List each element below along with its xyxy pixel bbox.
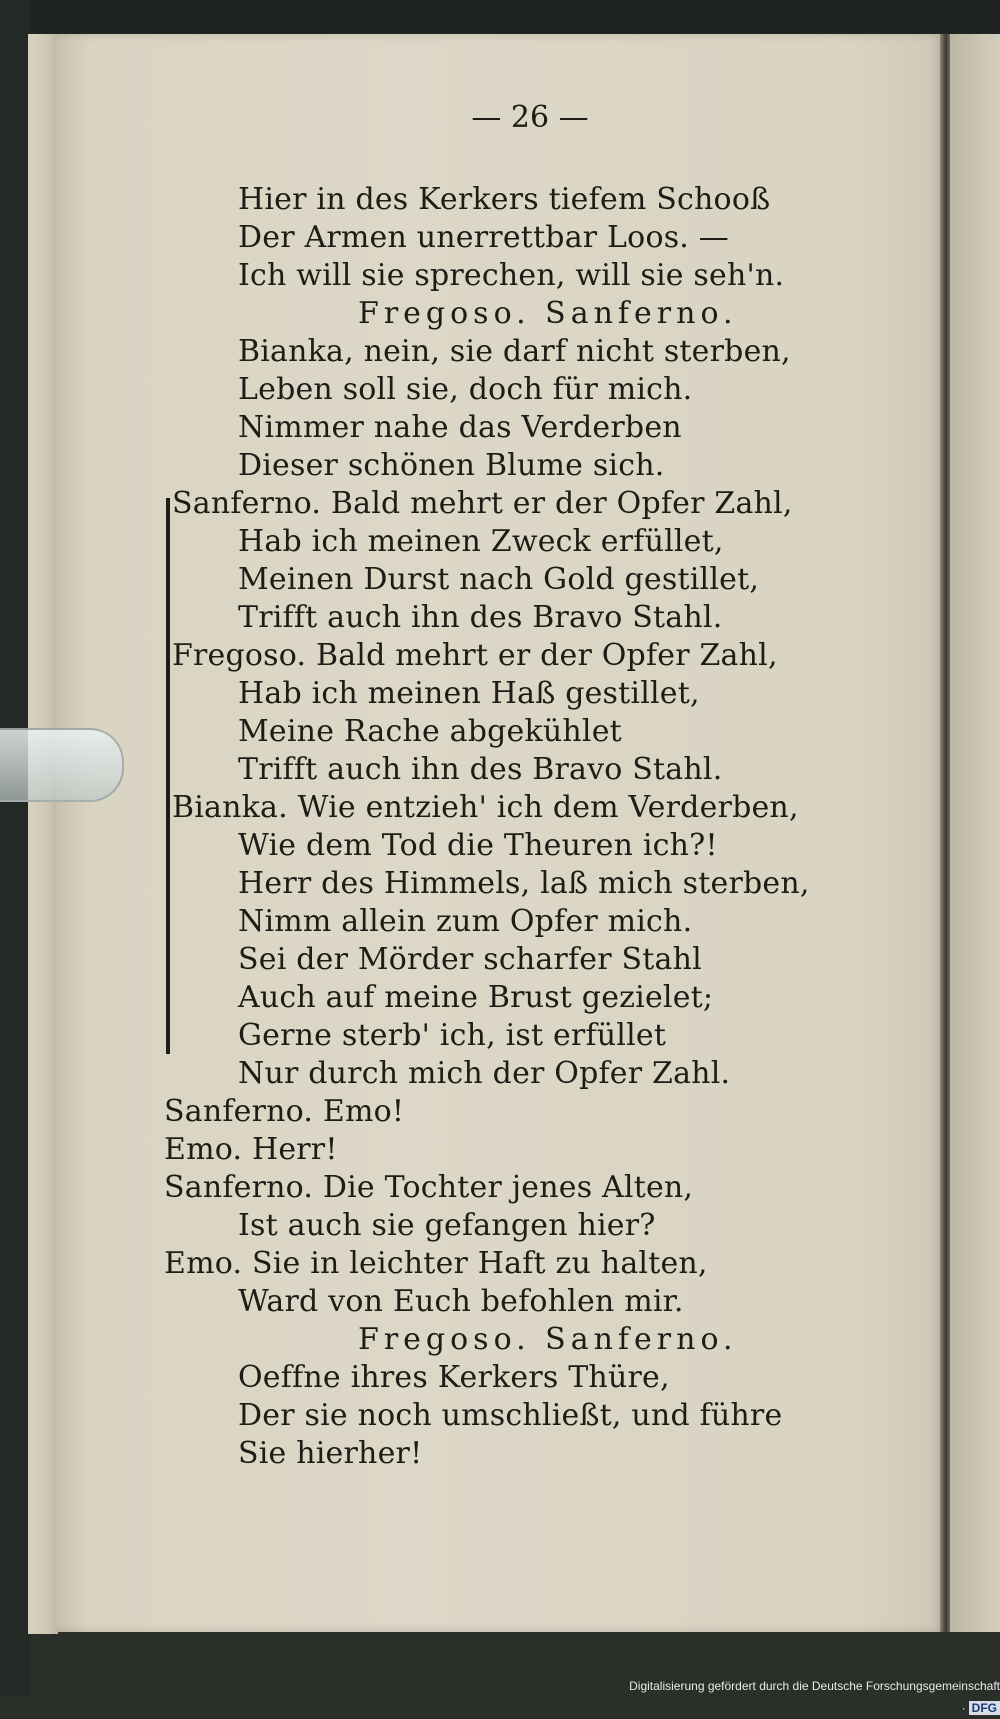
speaker-direction: Fregoso. Sanferno. <box>358 296 738 331</box>
speaker-line: Sanferno. Bald mehrt er der Opfer Zahl, <box>172 486 793 521</box>
verse-line: Trifft auch ihn des Bravo Stahl. <box>238 752 723 787</box>
speaker-line: Sanferno. Emo! <box>164 1094 405 1129</box>
verse-line: Sei der Mörder scharfer Stahl <box>238 942 702 977</box>
credit-text: Digitalisierung gefördert durch die Deutsche Forschungsgemeinschaft · <box>629 1679 1000 1715</box>
verse-line: Herr des Himmels, laß mich sterben, <box>238 866 810 901</box>
verse-line: Meine Rache abgekühlet <box>238 714 622 749</box>
book-cover-edge <box>28 34 58 1634</box>
verse-line: Wie dem Tod die Theuren ich?! <box>238 828 718 863</box>
page-clip <box>0 728 124 802</box>
speaker-line: Fregoso. Bald mehrt er der Opfer Zahl, <box>172 638 778 673</box>
verse-line: Ist auch sie gefangen hier? <box>238 1208 656 1243</box>
verse-line: Hab ich meinen Haß gestillet, <box>238 676 700 711</box>
speaker-line: Bianka. Wie entzieh' ich dem Verderben, <box>172 790 799 825</box>
verse-line: Der Armen unerrettbar Loos. — <box>238 220 729 255</box>
scan-background-top <box>0 0 1000 36</box>
speaker-line: Emo. Herr! <box>164 1132 338 1167</box>
verse-line: Meinen Durst nach Gold gestillet, <box>238 562 760 597</box>
verse-line: Ward von Euch befohlen mir. <box>238 1284 684 1319</box>
verse-line: Hier in des Kerkers tiefem Schooß <box>238 182 771 217</box>
speaker-direction: Fregoso. Sanferno. <box>358 1322 738 1357</box>
verse-line: Bianka, nein, sie darf nicht sterben, <box>238 334 791 369</box>
verse-line: Trifft auch ihn des Bravo Stahl. <box>238 600 723 635</box>
verse-line: Dieser schönen Blume sich. <box>238 448 665 483</box>
scan-background-left <box>0 0 30 1697</box>
page-number: — 26 — <box>471 100 589 135</box>
adjacent-page-edge <box>950 34 1000 1632</box>
verse-line: Der sie noch umschließt, und führe <box>238 1398 783 1433</box>
verse-line: Nimm allein zum Opfer mich. <box>238 904 693 939</box>
verse-line: Leben soll sie, doch für mich. <box>238 372 693 407</box>
speaker-line: Sanferno. Die Tochter jenes Alten, <box>164 1170 694 1205</box>
verse-line: Gerne sterb' ich, ist erfüllet <box>238 1018 667 1053</box>
verse-line: Hab ich meinen Zweck erfüllet, <box>238 524 724 559</box>
verse-line: Sie hierher! <box>238 1436 423 1471</box>
verse-line: Auch auf meine Brust gezielet; <box>238 980 714 1015</box>
verse-line: Nimmer nahe das Verderben <box>238 410 682 445</box>
verse-line: Ich will sie sprechen, will sie seh'n. <box>238 258 785 293</box>
ensemble-bracket <box>166 498 170 1054</box>
speaker-line: Emo. Sie in leichter Haft zu halten, <box>164 1246 708 1281</box>
dfg-logo: DFG <box>969 1701 1000 1715</box>
verse-line: Nur durch mich der Opfer Zahl. <box>238 1056 731 1091</box>
digitization-credit <box>600 1675 1000 1715</box>
verse-line: Oeffne ihres Kerkers Thüre, <box>238 1360 670 1395</box>
